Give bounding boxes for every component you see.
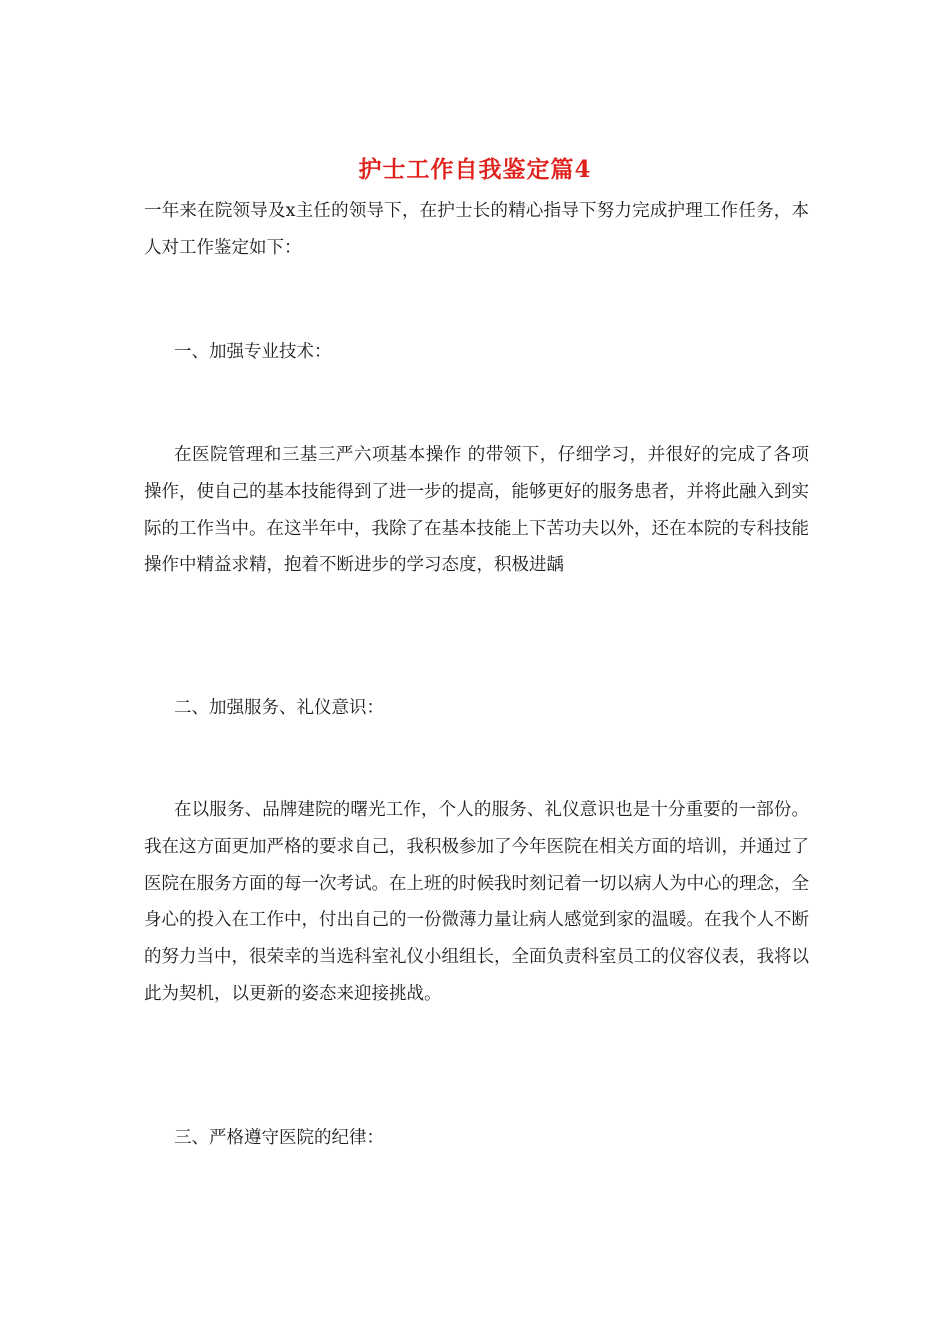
section-3-heading: 三、严格遵守医院的纪律： (174, 1128, 384, 1148)
document-title: 护士工作自我鉴定篇4 (358, 156, 592, 183)
intro-paragraph: 一年来在院领导及x主任的领导下，在护士长的精心指导下努力完成护理工作任务，本人对工作鉴定如下： (144, 201, 809, 258)
section-2-heading: 二、加强服务、礼仪意识： (174, 698, 384, 718)
section-2-body: 在以服务、品牌建院的曙光工作，个人的服务、礼仪意识也是十分重要的一部份。我在这方面更加严格的要求自己，我积极参加了今年医院在相关方面的培训，并通过了医院在服务方面的每一次考试。在上班的时候我时刻记着一切以病人为中心的理念，全身心的投入在工作中，付出自己的一份微薄力量让病人感觉到家的温暖。在我个人不断的努力当中，很荣幸的当选科室礼仪小组组长，全面负责科室员工的仪容仪表，我将以此为契机，以更新的姿态来迎接挑战。 (144, 800, 809, 1004)
section-1-body: 在医院管理和三基三严六项基本操作 的带领下，仔细学习，并很好的完成了各项操作，使自己的基本技能得到了进一步的提高，能够更好的服务患者，并将此融入到实际的工作当中。在这半年中，我除了在基本技能上下苦功夫以外，还在本院的专科技能操作中精益求精，抱着不断进步的学习态度，积极进龋 (144, 445, 809, 576)
section-1-heading: 一、加强专业技术： (174, 342, 332, 362)
